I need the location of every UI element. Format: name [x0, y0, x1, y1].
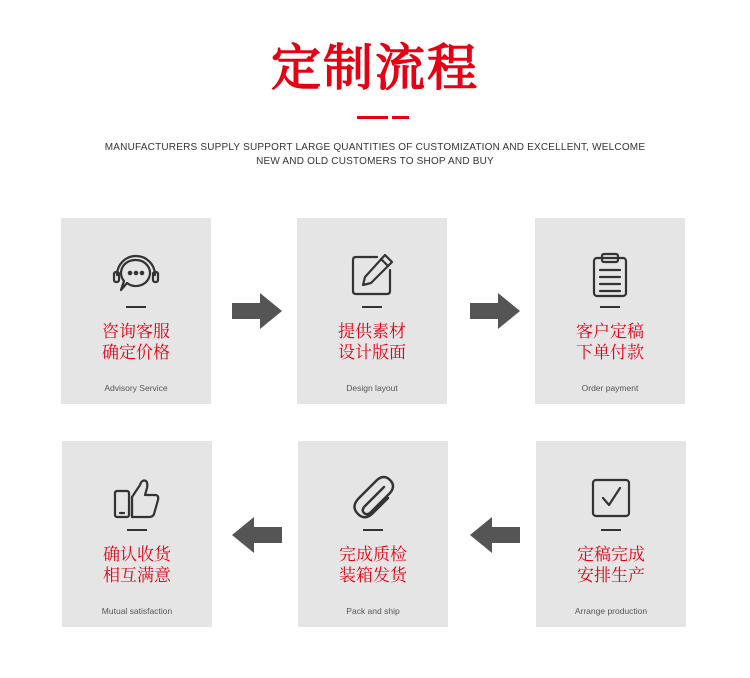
subtitle-line-2: NEW AND OLD CUSTOMERS TO SHOP AND BUY	[256, 156, 494, 167]
paperclip-icon	[348, 473, 398, 523]
step-title-line-1: 提供素材	[338, 322, 406, 342]
arrow-right-icon	[470, 293, 520, 329]
arrow-right-icon	[232, 293, 282, 329]
divider-dash	[363, 529, 383, 531]
title-underline-long	[357, 116, 388, 119]
divider-dash	[127, 529, 147, 531]
divider-dash	[362, 306, 382, 308]
title-underline-short	[392, 116, 409, 119]
step-title-line-1: 确认收货	[103, 545, 171, 565]
step-title-line-2: 装箱发货	[339, 566, 407, 586]
edit-pen-icon	[347, 250, 397, 300]
step-card-order	[535, 218, 685, 404]
step-english-label: Arrange production	[574, 606, 648, 616]
step-card-design	[297, 218, 447, 404]
step-english-label: Advisory Service	[104, 383, 168, 393]
headset-chat-icon	[111, 250, 161, 300]
step-english-label: Mutual satisfaction	[101, 606, 173, 616]
divider-dash	[126, 306, 146, 308]
step-english-label: Design layout	[346, 383, 398, 393]
step-title-line-2: 相互满意	[103, 566, 171, 586]
step-title-line-1: 客户定稿	[576, 322, 644, 342]
divider-dash	[600, 306, 620, 308]
step-title-line-2: 下单付款	[576, 343, 644, 363]
step-title-line-2: 安排生产	[577, 566, 645, 586]
step-title-line-1: 定稿完成	[577, 545, 645, 565]
clipboard-icon	[585, 250, 635, 300]
step-english-label: Pack and ship	[346, 606, 400, 616]
step-title-line-1: 咨询客服	[102, 322, 170, 342]
subtitle-line-1: MANUFACTURERS SUPPLY SUPPORT LARGE QUANTITIES OF CUSTOMIZATION AND EXCELLENT, WELCOME	[104, 142, 646, 153]
step-card-ship	[298, 441, 448, 627]
arrow-left-icon	[470, 517, 520, 553]
step-title-line-1: 完成质检	[339, 545, 407, 565]
checkbox-icon	[586, 473, 636, 523]
step-card-satisfaction	[62, 441, 212, 627]
page-title: 定制流程	[271, 39, 479, 97]
phone-thumbs-up-icon	[112, 473, 162, 523]
step-card-advisory	[61, 218, 211, 404]
step-title-line-2: 确定价格	[102, 343, 170, 363]
step-card-production	[536, 441, 686, 627]
step-title-line-2: 设计版面	[338, 343, 406, 363]
step-english-label: Order payment	[581, 383, 639, 393]
arrow-left-icon	[232, 517, 282, 553]
divider-dash	[601, 529, 621, 531]
